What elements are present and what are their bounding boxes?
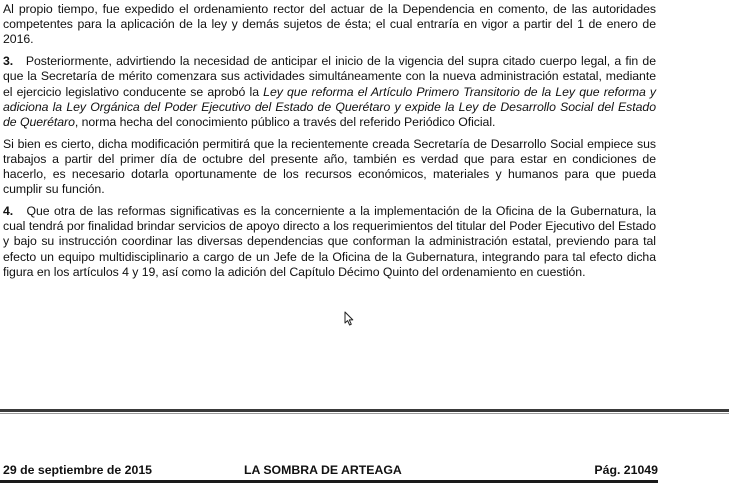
footer-page-number: Pág. 21049 (594, 463, 658, 477)
paragraph-4-text: Que otra de las reformas significativas es la concerniente a la implementación de la Oficina de la Gubernatura, la cual tendrá por finalidad brindar servicios de apoyo directo a los requerimientos del titular del Poder Ejecutivo del Estado y bajo su instrucción coordinar las diversas dependencias que conforman la administración estatal, previendo para tal efecto un equipo multidisciplinario a cargo de un Jefe de la Oficina de la Gubernatura, integrando para tal efecto dicha figura en los artículos 4 y 19, así como la adición del Capítulo Décimo Quinto del ordenamiento en cuestión. (3, 203, 656, 279)
paragraph-4 (3, 204, 656, 280)
footer-publication-name: LA SOMBRA DE ARTEAGA (244, 463, 402, 477)
footer-bottom-rule (0, 480, 658, 483)
footer-divider-thick (0, 409, 729, 412)
document-body (3, 2, 656, 286)
paragraph-3 (3, 137, 656, 198)
paragraph-2-text-a: Posteriormente, advirtiendo la necesidad de anticipar el inicio de la vigencia del supra citado cuerpo legal, a fin de que la Secretaría de mérito comenzara sus actividades simultáneamente con la nueva administración estatal, mediante el ejercicio legislativo conducente se aprobó la (3, 54, 656, 99)
item-number-4: 4. (3, 203, 14, 218)
paragraph-1-text: Al propio tiempo, fue expedido el ordenamiento rector del actuar de la Dependencia en comento, de las autoridades competentes para la aplicación de la ley y demás sujetos de ésta; el cual entraría en vigor a partir del 1 de enero de 2016. (3, 2, 656, 47)
footer-divider-thin (0, 413, 729, 414)
mouse-pointer-icon (344, 311, 354, 326)
item-number-3: 3. (3, 54, 14, 69)
paragraph-2-text-b: , norma hecha del conocimiento público a través del referido Periódico Oficial. (74, 114, 496, 129)
page-footer (3, 463, 658, 479)
paragraph-2 (3, 54, 656, 130)
law-title-italic: Ley que reforma el Artículo Primero Transitorio de la Ley que reforma y adiciona la Ley Orgánica del Poder Ejecutivo del Estado de Querétaro y expide la Ley de Desarrollo Social del Estado de Querétaro (3, 84, 656, 129)
footer-date: 29 de septiembre de 2015 (3, 463, 153, 477)
paragraph-1 (3, 2, 656, 48)
paragraph-3-text: Si bien es cierto, dicha modificación permitirá que la recientemente creada Secretaría de Desarrollo Social empiece sus trabajos a partir del primer día de octubre del presente año, también es verdad que para estar en condiciones de hacerlo, es necesario dotarla oportunamente de los recursos económicos, materiales y humanos para que pueda cumplir su función. (3, 136, 656, 197)
